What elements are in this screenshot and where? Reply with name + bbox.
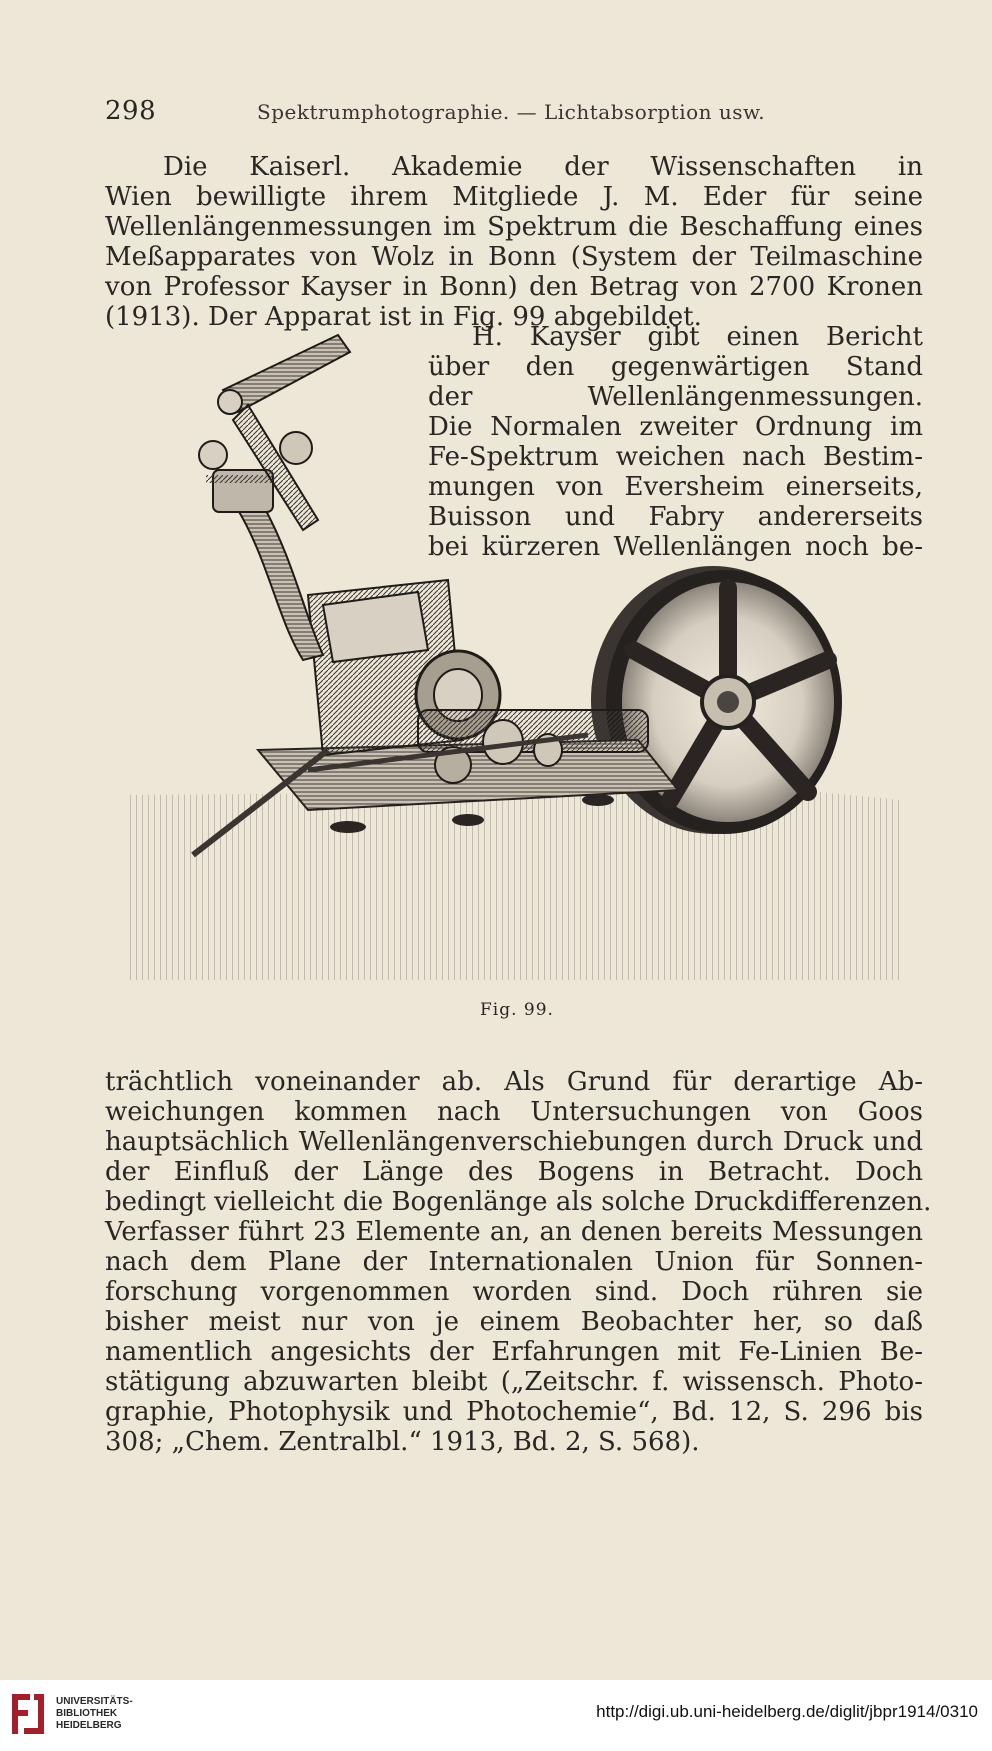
text-line: Die Normalen zweiter Ordnung im (428, 412, 923, 442)
apparatus-illustration (118, 330, 904, 990)
text-line: von Professor Kayser in Bonn) den Betrag von 2700 Kronen (105, 272, 923, 302)
text-line: Meßapparates von Wolz in Bonn (System der Teilmaschine (105, 242, 923, 272)
text-line: Fe-Spektrum weichen nach Bestim- (428, 442, 923, 472)
library-logo-icon (8, 1690, 48, 1740)
library-name-line: BIBLIOTHEK (56, 1708, 118, 1719)
figure-99-apparatus-engraving (118, 330, 904, 990)
text-line: der Einfluß der Länge des Bogens in Betracht. Doch (105, 1157, 923, 1187)
text-line: Buisson und Fabry andererseits (428, 502, 923, 532)
text-line: trächtlich voneinander ab. Als Grund für derartige Ab- (105, 1067, 923, 1097)
running-title: Spektrumphotographie. — Lichtabsorption usw. (257, 100, 766, 124)
running-head (105, 96, 785, 130)
text-line: 308; „Chem. Zentralbl.“ 1913, Bd. 2, S. 568). (105, 1427, 700, 1457)
text-line: namentlich angesichts der Erfahrungen mit Fe-Linien Be- (105, 1337, 923, 1367)
text-line: Wien bewilligte ihrem Mitgliede J. M. Eder für seine (105, 182, 923, 212)
text-line: stätigung abzuwarten bleibt („Zeitschr. f. wissensch. Photo- (105, 1367, 923, 1397)
library-name-line: UNIVERSITÄTS- (56, 1696, 133, 1707)
text-line: bedingt vielleicht die Bogenlänge als solche Druckdifferenzen. (105, 1187, 932, 1217)
text-line: forschung vorgenommen worden sind. Doch rühren sie (105, 1277, 923, 1307)
text-line: Verfasser führt 23 Elemente an, an denen bereits Messungen (105, 1217, 923, 1247)
text-line: (1913). Der Apparat ist in Fig. 99 abgebildet. (105, 302, 702, 332)
text-line: Die Kaiserl. Akademie der Wissenschaften in (163, 152, 923, 182)
text-line: weichungen kommen nach Untersuchungen von Goos (105, 1097, 923, 1127)
text-line: bei kürzeren Wellenlängen noch be- (428, 532, 923, 562)
text-line: hauptsächlich Wellenlängenverschiebungen durch Druck und (105, 1127, 923, 1157)
source-url-link[interactable]: http://digi.ub.uni-heidelberg.de/diglit/jbpr1914/0310 (596, 1702, 978, 1721)
footer-bar (0, 1680, 992, 1751)
text-line: Wellenlängenmessungen im Spektrum die Beschaffung eines (105, 212, 923, 242)
text-line: mungen von Eversheim einerseits, (428, 472, 923, 502)
text-line: H. Kayser gibt einen Bericht (472, 322, 923, 352)
library-name-line: HEIDELBERG (56, 1720, 122, 1731)
page-number: 298 (105, 96, 157, 126)
text-line: der Wellenlängenmessungen. (428, 382, 923, 412)
library-name (56, 1696, 133, 1732)
figure-caption: Fig. 99. (480, 1000, 554, 1020)
text-line: nach dem Plane der Internationalen Union für Sonnen- (105, 1247, 923, 1277)
text-line: bisher meist nur von je einem Beobachter her, so daß (105, 1307, 923, 1337)
text-line: über den gegenwärtigen Stand (428, 352, 923, 382)
text-line: graphie, Photophysik und Photochemie“, Bd. 12, S. 296 bis (105, 1397, 923, 1427)
